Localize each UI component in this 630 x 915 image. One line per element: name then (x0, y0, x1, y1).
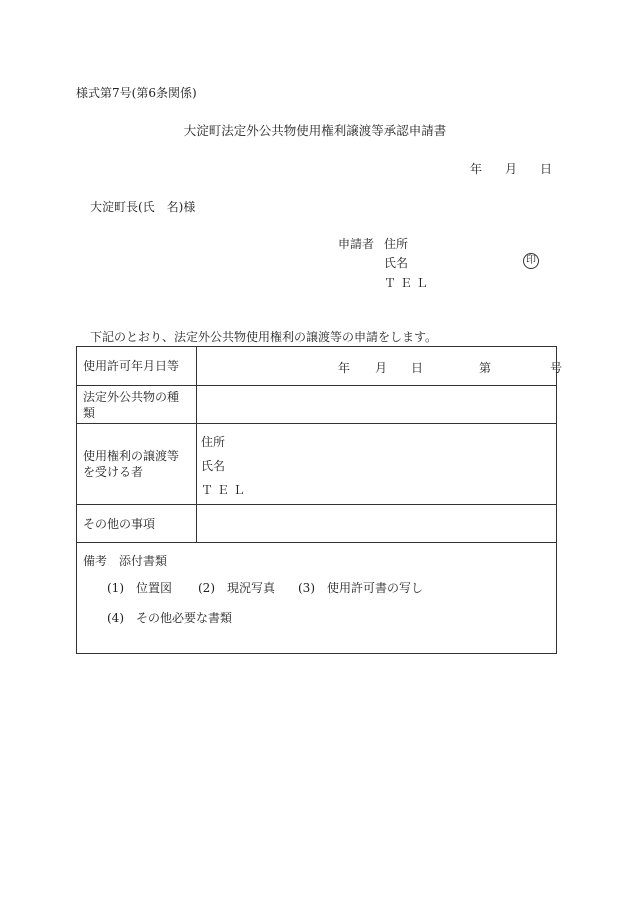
table-row (77, 505, 557, 543)
permit-dai-label: 第 (479, 361, 492, 375)
public-property-type-label: 法定外公共物の種類 (77, 386, 197, 424)
remarks-item-1: (1) 位置図 (107, 581, 172, 595)
remarks-heading: 備考 添付書類 (83, 554, 168, 568)
applicant-address-label: 住所 (384, 237, 409, 251)
permit-go-label: 号 (550, 361, 563, 375)
permit-day-label: 日 (411, 361, 424, 375)
intro-text: 下記のとおり、法定外公共物使用権利の譲渡等の申請をします。 (90, 330, 438, 344)
table-row (77, 424, 557, 505)
permit-year-label: 年 (338, 361, 351, 375)
application-table (76, 346, 563, 654)
seal-icon: 印 (523, 253, 539, 269)
permit-month-label: 月 (375, 361, 388, 375)
remarks-section (77, 543, 557, 654)
applicant-name-label: 氏名 (384, 256, 409, 270)
permit-date-label: 使用許可年月日等 (77, 347, 197, 386)
transferee-field[interactable] (197, 424, 557, 505)
addressee: 大淀町長(氏 名)様 (90, 200, 196, 214)
date-day-label: 日 (540, 162, 553, 176)
document-title: 大淀町法定外公共物使用権利譲渡等承認申請書 (183, 123, 447, 138)
table-row (77, 386, 557, 424)
remarks-item-3: (3) 使用許可書の写し (298, 581, 423, 595)
other-matters-label: その他の事項 (77, 505, 197, 543)
transferee-tel-label: ＴＥＬ (201, 483, 250, 497)
form-number: 様式第7号(第6条関係) (76, 86, 197, 100)
transferee-label: 使用権利の譲渡等を受ける者 (77, 424, 197, 505)
date-year-label: 年 (470, 162, 483, 176)
date-month-label: 月 (505, 162, 518, 176)
transferee-address-label: 住所 (201, 435, 226, 449)
permit-date-field[interactable] (197, 347, 563, 386)
table-row (77, 347, 557, 386)
public-property-type-field[interactable] (197, 386, 557, 424)
table-row (77, 543, 557, 654)
remarks-item-4: (4) その他必要な書類 (107, 611, 232, 625)
other-matters-field[interactable] (197, 505, 557, 543)
applicant-tel-label: ＴＥＬ (384, 276, 433, 290)
transferee-name-label: 氏名 (201, 459, 226, 473)
applicant-label: 申請者 (338, 237, 375, 251)
remarks-item-2: (2) 現況写真 (198, 581, 275, 595)
